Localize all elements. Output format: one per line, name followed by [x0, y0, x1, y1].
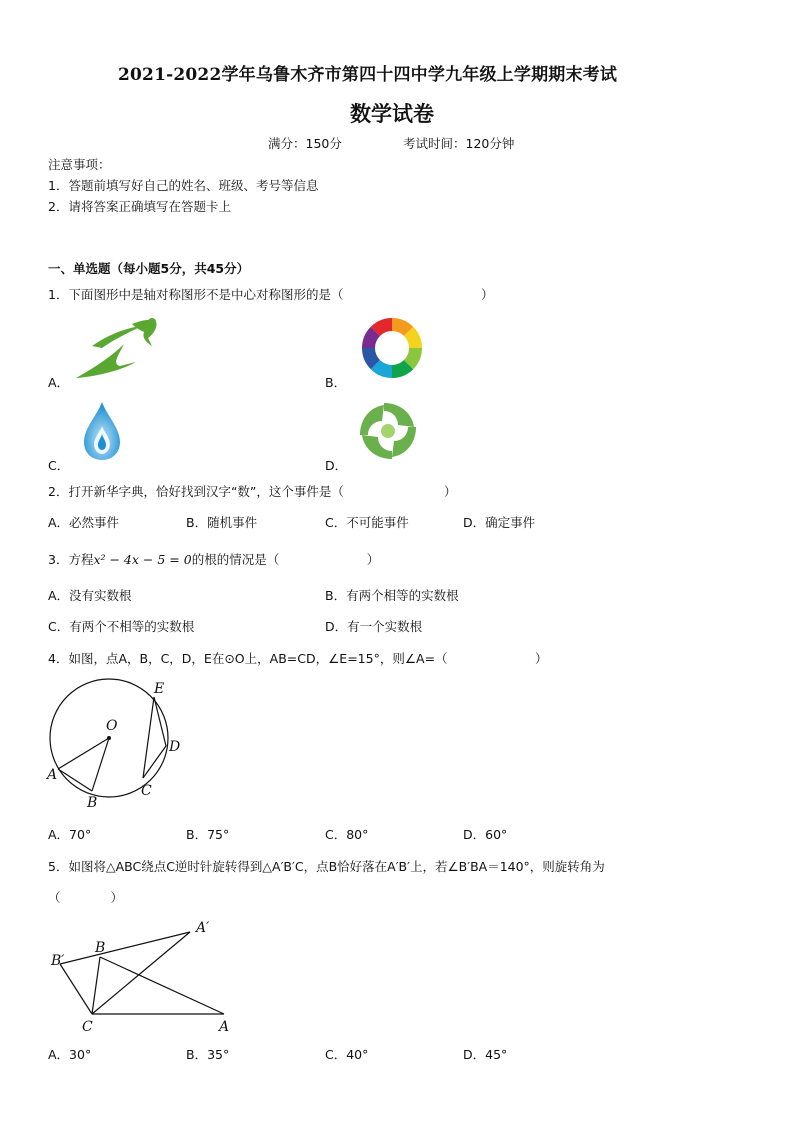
running-figure-logo-icon [72, 316, 160, 382]
question-1-stem: 1．下面图形中是轴对称图形不是中心对称图形的是（ ） [48, 287, 494, 302]
question-3-option-c: C．有两个不相等的实数根 [48, 619, 195, 634]
question-4-circle-figure [44, 676, 194, 812]
notes-heading: 注意事项： [48, 157, 111, 172]
water-drop-logo-icon [80, 400, 124, 462]
label-b: B [87, 795, 98, 811]
question-2-stem: 2．打开新华字典，恰好找到汉字“数”，这个事件是（ ） [48, 484, 457, 499]
question-1-option-b: B． [325, 375, 347, 390]
exam-time: 考试时间：120分钟 [403, 136, 515, 151]
label-a-prime: A′ [196, 920, 210, 936]
label-c: C [82, 1019, 93, 1035]
question-1-option-a: A． [48, 375, 70, 390]
question-3-stem-prefix: 3．方程 [48, 552, 94, 567]
notes-item-1: 1．答题前填写好自己的姓名、班级、考号等信息 [48, 178, 319, 193]
exam-subtitle: 数学试卷 [350, 101, 434, 126]
label-e: E [154, 681, 165, 697]
notes-item-2: 2．请将答案正确填写在答题卡上 [48, 199, 231, 214]
section-heading: 一、单选题（每小题5分，共45分） [48, 261, 250, 276]
question-3-stem [48, 550, 379, 568]
question-2-option-d: D．确定事件 [463, 515, 536, 530]
label-a: A [219, 1019, 230, 1035]
question-4-option-a: A．70° [48, 827, 92, 842]
question-1-option-d: D． [325, 458, 348, 473]
question-2-option-c: C．不可能事件 [325, 515, 409, 530]
question-2-option-b: B．随机事件 [186, 515, 258, 530]
question-3-equation: x² − 4x − 5 = 0 [93, 552, 192, 567]
label-b: B [95, 940, 106, 956]
question-5-stem-continued: （ ） [48, 890, 124, 905]
label-a: A [47, 767, 58, 783]
question-3-option-b: B．有两个相等的实数根 [325, 588, 459, 603]
question-3-option-a: A．没有实数根 [48, 588, 132, 603]
green-recycle-leaves-logo-icon [356, 400, 420, 462]
question-4-option-c: C．80° [325, 827, 369, 842]
question-3-stem-suffix: 的根的情况是（ ） [191, 552, 380, 567]
question-5-option-c: C．40° [325, 1047, 369, 1062]
question-5-rotation-figure [44, 914, 244, 1036]
label-c: C [141, 783, 152, 799]
label-b-prime: B′ [51, 953, 65, 969]
question-5-option-d: D．45° [463, 1047, 508, 1062]
label-d: D [169, 739, 181, 755]
question-4-stem: 4．如图，点A，B，C，D，E在⊙O上，AB=CD，∠E=15°，则∠A=（ ） [48, 651, 548, 666]
question-4-option-b: B．75° [186, 827, 230, 842]
question-1-option-c: C． [48, 458, 70, 473]
question-4-option-d: D．60° [463, 827, 508, 842]
question-5-option-a: A．30° [48, 1047, 92, 1062]
label-o: O [106, 718, 118, 734]
question-3-option-d: D．有一个实数根 [325, 619, 423, 634]
exam-title: 2021-2022学年乌鲁木齐市第四十四中学九年级上学期期末考试 [118, 65, 618, 85]
question-2-option-a: A．必然事件 [48, 515, 120, 530]
full-score: 满分：150分 [268, 136, 342, 151]
colorful-gear-ring-logo-icon [356, 316, 428, 380]
question-5-option-b: B．35° [186, 1047, 230, 1062]
question-5-stem: 5．如图将△ABC绕点C逆时针旋转得到△A′B′C，点B恰好落在A′B′上，若∠B′BA＝140°，则旋转角为 [48, 859, 605, 874]
